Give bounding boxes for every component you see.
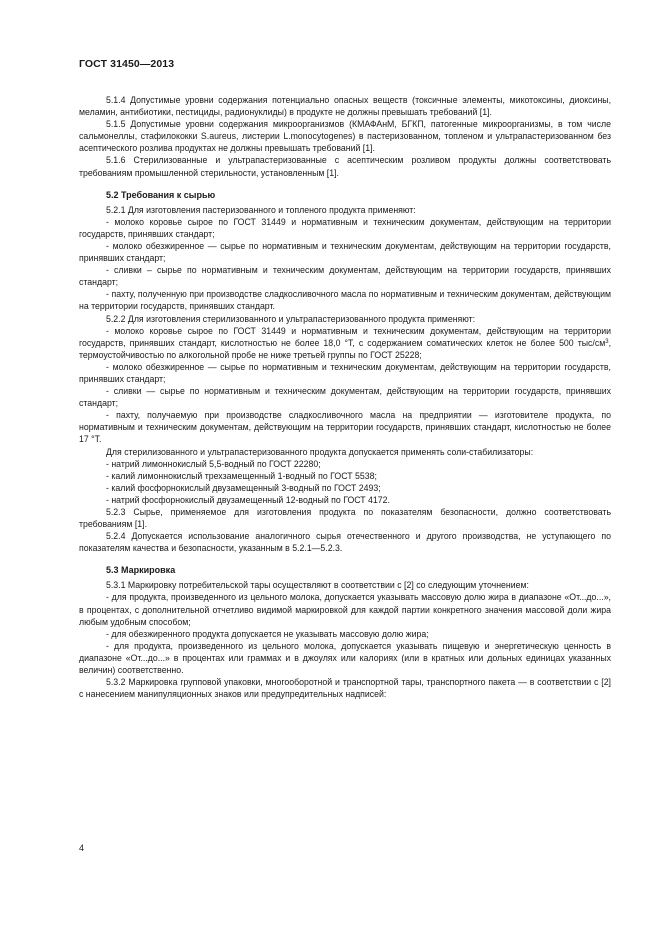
paragraph <box>79 640 611 676</box>
paragraph-text: - пахту, полученную при производстве сладкосливочного масла по нормативным и техническим документам, действующим на территории государств, принявших стандарт. <box>79 289 611 312</box>
paragraph <box>79 204 611 216</box>
document-body <box>79 94 611 700</box>
paragraph-text: - пахту, получаемую при производстве сладкосливочного масла на предприятии — изготовителе продукта, по нормативным и техническим документам, действующим на территории государств, принявших стандарт, кислотностью не более 17 °Т. <box>79 410 611 445</box>
paragraph <box>79 313 611 325</box>
paragraph-text: 5.1.6 Стерилизованные и ультрапастеризованные с асептическим розливом продукты должны соответствовать требованиям промышленной стерильности, установленным [1]. <box>79 155 611 178</box>
paragraph-text: 5.2.3 Сырье, применяемое для изготовления продукта по показателям безопасности, должно соответствовать требованиям [1]. <box>79 507 611 530</box>
paragraph <box>79 216 611 240</box>
paragraph-text: 5.3.2 Маркировка групповой упаковки, многооборотной и транспортной тары, транспортного пакета — в соответствии с [2] с нанесением манипуляционных знаков или предупредительных надписей: <box>79 677 611 700</box>
paragraph-text: - молоко коровье сырое по ГОСТ 31449 и нормативным и техническим документам, действующим на территории государств, принявших стандарт, кислотностью не более 18,0 °Т, с содержанием соматических клеток не более 500 тыс/см <box>79 325 611 348</box>
standard-header: ГОСТ 31450—2013 <box>79 58 175 70</box>
section-heading <box>106 564 611 576</box>
paragraph-text: - молоко обезжиренное — сырье по нормативным и техническим документам, действующим на территории государств, принявших стандарт; <box>79 240 611 264</box>
paragraph <box>79 676 611 700</box>
paragraph <box>79 325 611 361</box>
paragraph-text: 5.2.4 Допускается использование аналогичного сырья отечественного и другого производства, не уступающего по показателям качества и безопасности, указанным в 5.2.1—5.2.3. <box>79 531 611 554</box>
paragraph-text: 5.2 Требования к сырью <box>106 189 216 200</box>
paragraph <box>79 118 611 154</box>
page-number: 4 <box>79 843 85 853</box>
paragraph <box>79 494 611 506</box>
paragraph-text: 5.1.4 Допустимые уровни содержания потенциально опасных веществ (токсичные элементы, микотоксины, диоксины, меламин, антибиотики, пестициды, радионуклиды) в продукте не должны превышать требований [1]. <box>79 95 611 118</box>
section-heading <box>106 189 611 201</box>
paragraph-text: 5.1.5 Допустимые уровни содержания микроорганизмов (КМАФАнМ, БГКП, патогенные микроорганизмы, в том числе сальмонеллы, стафилококки S.aureus, листерии L.monocytogenes) в пастеризованном, топленом и ультрапастеризованном без асептического розлива продуктах не должны превышать требований [1]. <box>79 119 611 154</box>
paragraph-text-continued: , термоустойчивостью по алкогольной пробе не ниже третьей группы по ГОСТ 25228; <box>79 337 611 360</box>
paragraph <box>79 94 611 118</box>
paragraph-text: 5.2.2 Для изготовления стерилизованного и ультрапастеризованного продукта применяют: <box>106 313 476 324</box>
paragraph <box>79 446 611 458</box>
paragraph <box>79 361 611 385</box>
superscript: 3 <box>605 338 609 345</box>
paragraph <box>79 288 611 312</box>
paragraph <box>79 530 611 554</box>
paragraph-text: - натрий лимоннокислый 5,5-водный по ГОСТ 22280; <box>106 458 321 469</box>
paragraph <box>79 591 611 627</box>
paragraph-text: 5.3 Маркировка <box>106 565 176 576</box>
paragraph <box>79 409 611 445</box>
paragraph <box>79 264 611 288</box>
paragraph <box>79 458 611 470</box>
paragraph-text: - калий лимоннокислый трехзамещенный 1-водный по ГОСТ 5538; <box>106 470 377 481</box>
paragraph <box>79 240 611 264</box>
paragraph-text: - молоко обезжиренное — сырье по нормативным и техническим документам, действующим на территории государств, принявших стандарт; <box>79 361 611 384</box>
paragraph-text: - натрий фосфорнокислый двузамещенный 12-водный по ГОСТ 4172. <box>106 494 390 505</box>
paragraph <box>79 154 611 178</box>
paragraph <box>79 628 611 640</box>
paragraph-text: - калий фосфорнокислый двузамещенный 3-водный по ГОСТ 2493; <box>106 482 381 493</box>
paragraph-text: - для продукта, произведенного из цельного молока, допускается указывать пищевую и энергетическую ценность в диапазоне «От...до...» в процентах или граммах и в джоулях или калориях (или в кратных или дольных единицах указанных величин) соответственно. <box>79 640 611 676</box>
paragraph-text: - сливки – сырье по нормативным и техническим документам, действующим на территории государств, принявших стандарт; <box>79 265 611 288</box>
paragraph-text: - для обезжиренного продукта допускается не указывать массовую долю жира; <box>106 628 429 639</box>
paragraph <box>79 579 611 591</box>
paragraph-text: 5.2.1 Для изготовления пастеризованного и топленого продукта применяют: <box>106 204 416 215</box>
paragraph <box>79 470 611 482</box>
paragraph <box>79 482 611 494</box>
paragraph-text: - сливки — сырье по нормативным и техническим документам, действующим на территории государств, принявших стандарт; <box>79 386 611 409</box>
paragraph <box>79 385 611 409</box>
paragraph-text: 5.3.1 Маркировку потребительской тары осуществляют в соответствии с [2] со следующим уточнением: <box>106 580 529 591</box>
paragraph-text: - молоко коровье сырое по ГОСТ 31449 и нормативным и техническим документам, действующим на территории государств, принявших стандарт; <box>79 216 611 239</box>
paragraph <box>79 506 611 530</box>
paragraph-text: Для стерилизованного и ультрапастеризованного продукта допускается применять соли-стабилизаторы: <box>106 446 534 457</box>
paragraph-text: - для продукта, произведенного из цельного молока, допускается указывать массовую долю жира в диапазоне «От...до...», в процентах, с дополнительной отчетливо видимой маркировкой для каждой партии конкретного значения массовой доли жира любым удобным способом; <box>79 592 611 627</box>
